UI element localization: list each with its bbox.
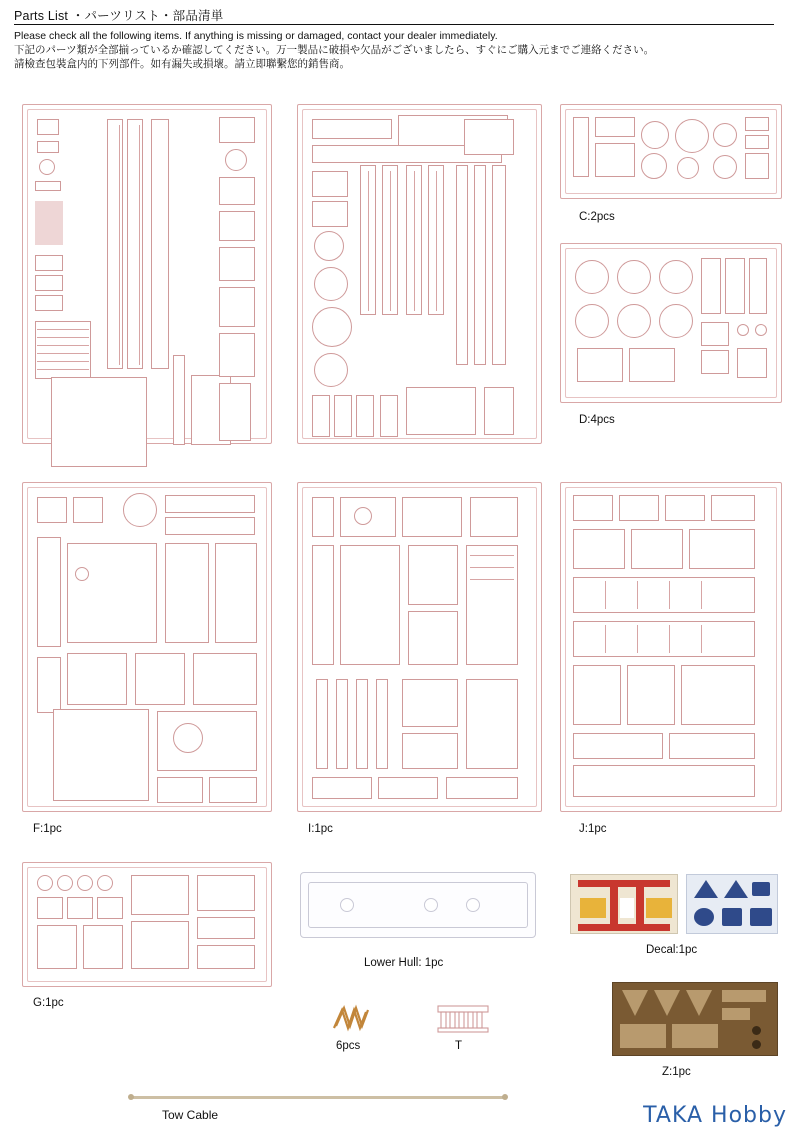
- sprue-d-caption: D:4pcs: [579, 414, 615, 426]
- sprue-frame-f: [22, 482, 272, 835]
- brand-text: TAKA Hobby: [643, 1103, 787, 1128]
- title-divider: [14, 24, 774, 25]
- springs-caption: 6pcs: [336, 1040, 361, 1052]
- decal-caption: Decal:1pc: [646, 944, 698, 956]
- sprue-j-caption: J:1pc: [579, 823, 607, 835]
- spring-icon: [330, 1000, 374, 1034]
- sprue-frame-a: [22, 104, 272, 444]
- t-part-caption: T: [455, 1040, 463, 1052]
- instruction-note: [14, 29, 784, 71]
- t-part-icon: [434, 1002, 492, 1036]
- sprue-f-caption: F:1pc: [33, 823, 62, 835]
- lower-hull-caption: Lower Hull: 1pc: [364, 957, 444, 969]
- sprue-g-caption: G:1pc: [33, 997, 64, 1009]
- sprue-frame-c: [560, 104, 782, 223]
- photo-etch-caption: Z:1pc: [662, 1066, 691, 1078]
- brand-logo: [643, 1103, 787, 1128]
- sprue-c-caption: C:2pcs: [579, 211, 615, 223]
- sprue-i-caption: I:1pc: [308, 823, 333, 835]
- note-japanese: 下記のパーツ類が全部揃っているか確認してください。万一製品に破損や欠品がございましたら、すぐにご購入元までご連絡ください。: [14, 44, 655, 56]
- page-title: Parts List ・パーツリスト・部品清単: [14, 9, 224, 23]
- note-chinese: 請檢查包裝盒内的下列部件。如有漏失或損壞。請立即聯繫您的銷售商。: [14, 58, 350, 70]
- tow-cable-caption: Tow Cable: [162, 1108, 219, 1122]
- sprue-frame-i: [297, 482, 542, 835]
- sprue-frame-b: [297, 104, 542, 444]
- note-english: Please check all the following items. If anything is missing or damaged, contact your dealer immediately.: [14, 30, 498, 42]
- sprue-frame-j: [560, 482, 782, 835]
- sprue-frame-d: [560, 243, 782, 426]
- sprue-frame-g: [22, 862, 272, 1009]
